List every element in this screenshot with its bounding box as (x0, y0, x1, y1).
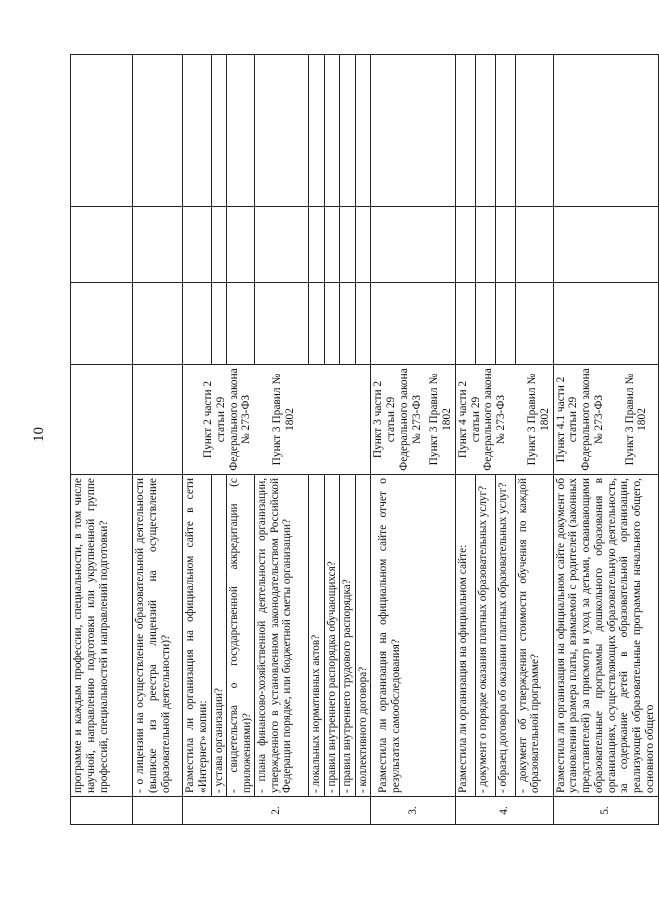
row-number: 5. (553, 797, 658, 825)
row-number (133, 797, 183, 825)
question-cell: - о лицензии на осуществление образовательной деятельности (выписке из реестра лицензий на осуществление образовательной деятельности)? (133, 475, 183, 797)
row-number: 3. (371, 797, 456, 825)
row-number (71, 797, 133, 825)
reference-cell: Пункт 3 части 2 статьи 29 Федерального закона № 273-ФЗ Пункт 3 Правил № 1802 (371, 365, 456, 475)
table-row (71, 55, 133, 825)
question-item: - документ об утверждении стоимости обучения по каждой образовательной программе? (515, 475, 553, 797)
rotated-table-container (70, 55, 656, 825)
table-row (183, 55, 212, 825)
question-cell: Разместила ли организация на официальном сайте: (455, 475, 475, 797)
question-item: - правил внутреннего трудового распорядка? (340, 475, 356, 797)
table-row (553, 55, 658, 825)
question-cell: Разместила ли организация на официальном сайте в сети «Интернет» копии: (183, 475, 212, 797)
page-number: 10 (31, 427, 47, 442)
question-item: - свидетельства о государственной аккредитации (с приложениями)? (227, 475, 255, 797)
reference-cell: Пункт 2 части 2 статьи 29 Федерального закона № 273-ФЗ Пункт 3 Правил № 1802 (183, 365, 371, 475)
question-item: - локальных нормативных актов? (309, 475, 325, 797)
question-cell: Разместила ли организация на официальном сайте документ об установлении размера платы, взимаемой с родителей (законных представителей) за присмотр и уход за детьми, осваивающими образовательные программы дошкольного образования в организациях, осуществляющих образовательную деятельность, за содержание детей в образовательной организации, реализующей образовательные программы начального общего, основного общего (553, 475, 658, 797)
question-item: - образец договора об оказании платных образовательных услуг? (495, 475, 515, 797)
checklist-table (70, 54, 659, 825)
question-item: - правил внутреннего распорядка обучающихся? (324, 475, 340, 797)
row-number: 2. (183, 797, 371, 825)
question-item: - плана финансово-хозяйственной деятельности организации, утвержденного в установленном законодательством Российской Федерации порядке, или бюджетной сметы организации? (255, 475, 309, 797)
table-row (455, 55, 475, 825)
question-item: - коллективного договора? (355, 475, 371, 797)
question-item: - устава организации? (211, 475, 227, 797)
reference-cell: Пункт 4 части 2 статьи 29 Федерального закона № 273-ФЗ Пункт 3 Правил № 1802 (455, 365, 553, 475)
row-number: 4. (455, 797, 553, 825)
table-row (133, 55, 183, 825)
table-row (371, 55, 456, 825)
question-cell: программе и каждым профессии, специальности, в том числе научной, направлению подготовки или укрупненной группе профессий, специальностей и направлений подготовки? (71, 475, 133, 797)
question-cell: Разместила ли организация на официальном сайте отчет о результатах самообследования? (371, 475, 456, 797)
reference-cell: Пункт 4.1 части 2 статьи 29 Федерального закона № 273-ФЗ Пункт 3 Правил № 1802 (553, 365, 658, 475)
question-item: - документ о порядке оказания платных образовательных услуг? (476, 475, 496, 797)
